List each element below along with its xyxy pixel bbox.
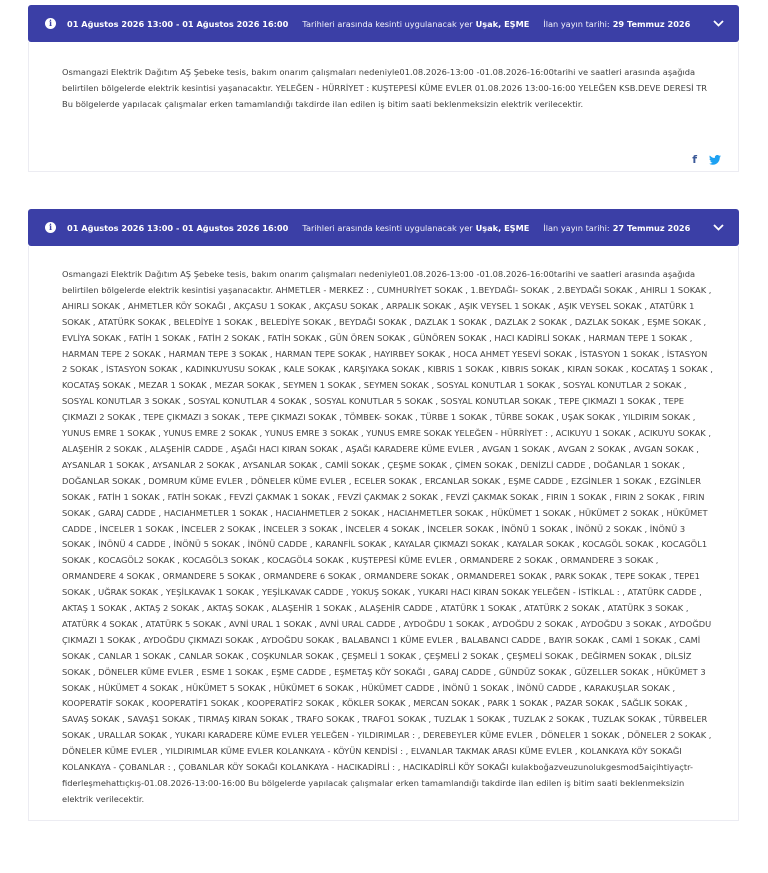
notice-body: Osmangazi Elektrik Dağıtım AŞ Şebeke tesis, bakım onarım çalışmaları nedeniyle01.08.2026-13:00 -01.08.2026-16:00tarihi ve saatleri arasında aşağıda belirtilen bölgelerde elektrik kesintisi yaşanacaktır. AHMETLER - MERKEZ : , CUMHURİYET SOKAK , 1.BEYDAĞI- SOKAK , 2.BEYDAĞI SOKAK , AHIRLI 1 SOKAK , AHIRLI SOKAK , AHMETLER KÖY SOKAĞI , AKÇASU 1 SOKAK , AKÇASU SOKAK , ARPALIK SOKAK , AŞIK VEYSEL 1 SOKAK , AŞIK VEYSEL SOKAK , ATATÜRK 1 SOKAK , ATATÜRK SOKAK , BELEDİYE 1 SOKAK , BELEDİYE SOKAK , BEYDAĞI SOKAK , DAZLAK 1 SOKAK , DAZLAK 2 SOKAK , DAZLAK SOKAK , EŞME SOKAK , EVLİYA SOKAK , FATİH 1 SOKAK , FATİH 2 SOKAK , FATİH SOKAK , GÜN ÖREN SOKAK , GÜNÖREN SOKAK , HACI KADİRLİ SOKAK , HARMAN TEPE 1 SOKAK , HARMAN TEPE 2 SOKAK , HARMAN TEPE 3 SOKAK , HARMAN TEPE SOKAK , HAYIRBEY SOKAK , HOCA AHMET YESEVİ SOKAK , İSTASYON 1 SOKAK , İSTASYON 2 SOKAK , İSTASYON SOKAK , KADINKUYUSU SOKAK , KALE SOKAK , KARŞIYAKA SOKAK , KIBRIS 1 SOKAK , KIBRIS SOKAK , KIRAN SOKAK , KOCATAŞ 1 SOKAK , KOCATAŞ SOKAK , MEZAR 1 SOKAK , MEZAR SOKAK , SEYMEN 1 SOKAK , SEYMEN SOKAK , SOSYAL KONUTLAR 1 SOKAK , SOSYAL KONUTLAR 2 SOKAK , SOSYAL KONUTLAR 3 SOKAK , SOSYAL KONUTLAR 4 SOKAK , SOSYAL KONUTLAR 5 SOKAK , SOSYAL KONUTLAR SOKAK , TEPE ÇIKMAZI 1 SOKAK , TEPE ÇIKMAZI 2 SOKAK , TEPE ÇIKMAZI 3 SOKAK , TEPE ÇIKMAZI SOKAK , TÖMBEK- SOKAK , TÜRBE 1 SOKAK , TÜRBE SOKAK , UŞAK SOKAK , YILDIRIM SOKAK , YUNUS EMRE 1 SOKAK , YUNUS EMRE 2 SOKAK , YUNUS EMRE 3 SOKAK , YUNUS EMRE SOKAK YELEĞEN - HÜRRİYET : , ACIKUYU 1 SOKAK , ACIKUYU SOKAK , ALAŞEHİR 2 SOKAK , ALAŞEHİR CADDE , AŞAĞI HACI KIRAN SOKAK , AŞAĞI KARADERE KÜME EVLER , AVGAN 1 SOKAK , AVGAN 2 SOKAK , AVGAN SOKAK , AYSANLAR 1 SOKAK , AYSANLAR 2 SOKAK , AYSANLAR SOKAK , CAMİİ SOKAK , ÇEŞME SOKAK , ÇİMEN SOKAK , DENİZLİ CADDE , DOĞANLAR 1 SOKAK , DOĞANLAR SOKAK , DOMRUM KÜME EVLER , DÖNELER KÜME EVLER , ECELER SOKAK , ERCANLAR SOKAK , EŞME CADDE , EZGİNLER 1 SOKAK , EZGİNLER SOKAK , FATİH 1 SOKAK , FATİH SOKAK , FEVZİ ÇAKMAK 1 SOKAK , FEVZİ ÇAKMAK 2 SOKAK , FEVZİ ÇAKMAK SOKAK , FIRIN 1 SOKAK , FIRIN 2 SOKAK , FIRIN SOKAK , GARAJ CADDE , HACIAHMETLER 1 SOKAK , HACIAHMETLER 2 SOKAK , HACIAHMETLER SOKAK , HÜKÜMET 1 SOKAK , HÜKÜMET 2 SOKAK , HÜKÜMET CADDE , İNCELER 1 SOKAK , İNCELER 2 SOKAK , İNCELER 3 SOKAK , İNCELER 4 SOKAK , İNCELER SOKAK , İNÖNÜ 1 SOKAK , İNÖNÜ 2 SOKAK , İNÖNÜ 3 SOKAK , İNÖNÜ 4 CADDE , İNÖNÜ 5 SOKAK , İNÖNÜ CADDE , KARANFİL SOKAK , KAYALAR ÇIKMAZI SOKAK , KAYALAR SOKAK , KOCAGÖL SOKAK , KOCAGÖL1 SOKAK , KOCAGÖL2 SOKAK , KOCAGÖL3 SOKAK , KOCAGÖL4 SOKAK , KUŞTEPESİ KÜME EVLER , ORMANDERE 2 SOKAK , ORMANDERE 3 SOKAK , ORMANDERE 4 SOKAK , ORMANDERE 5 SOKAK , ORMANDERE 6 SOKAK , ORMANDERE SOKAK , ORMANDERE1 SOKAK , PARK SOKAK , TEPE SOKAK , TEPE1 SOKAK , UĞRAK SOKAK , YEŞİLKAVAK 1 SOKAK , YEŞİLKAVAK CADDE , YOKUŞ SOKAK , YUKARI HACI KIRAN SOKAK YELEĞEN - İSTİKLAL : , ATATÜRK CADDE , AKTAŞ 1 SOKAK , AKTAŞ 2 SOKAK , AKTAŞ SOKAK , ALAŞEHİR 1 SOKAK , ALAŞEHİR CADDE , ATATÜRK 1 SOKAK , ATATÜRK 2 SOKAK , ATATÜRK 3 SOKAK , ATATÜRK 4 SOKAK , ATATÜRK 5 SOKAK , AVNİ URAL 1 SOKAK , AVNİ URAL CADDE , AYDOĞDU 1 SOKAK , AYDOĞDU 2 SOKAK , AYDOĞDU 3 SOKAK , AYDOĞDU ÇIKMAZI 1 SOKAK , AYDOĞDU ÇIKMAZI SOKAK , AYDOĞDU SOKAK , BALABANCI 1 KÜME EVLER , BALABANCI CADDE , BAYIR SOKAK , CAMİ 1 SOKAK , CAMİ SOKAK , CANLAR 1 SOKAK , CANLAR SOKAK , COŞKUNLAR SOKAK , ÇEŞMELİ 1 SOKAK , ÇEŞMELİ 2 SOKAK , ÇEŞMELİ SOKAK , DEĞİRMEN SOKAK , DİLSİZ SOKAK , DÖNELER KÜME EVLER , ESME 1 SOKAK , EŞME CADDE , EŞMETAŞ KÖY SOKAĞI , GARAJ CADDE , GÜNDÜZ SOKAK , GÜZELLER SOKAK , HÜKÜMET 3 SOKAK , HÜKÜMET 4 SOKAK , HÜKÜMET 5 SOKAK , HÜKÜMET 6 SOKAK , HÜKÜMET CADDE , İNÖNÜ 1 SOKAK , İNÖNÜ CADDE , KARAKUŞLAR SOKAK , KOOPERATİF SOKAK , KOOPERATİF1 SOKAK , KOOPERATİF2 SOKAK , KÖKLER SOKAK , MERCAN SOKAK , PARK 1 SOKAK , PAZAR SOKAK , SAĞLIK SOKAK , SAVAŞ SOKAK , SAVAŞ1 SOKAK , TIRMAŞ KIRAN SOKAK , TRAFO SOKAK , TRAFO1 SOKAK , TUZLAK 1 SOKAK , TUZLAK 2 SOKAK , TUZLAK SOKAK , TÜRBELER SOKAK , URALLAR SOKAK , YUKARI KARADERE KÜME EVLER YELEĞEN - YILDIRIMLAR : , DEREBEYLER KÜME EVLER , DÖNELER 1 SOKAK , DÖNELER 2 SOKAK , DÖNELER KÜME EVLER , YILDIRIMLAR KÜME EVLER KOLANKAYA - KÖYÜN KENDİSİ : , ELVANLAR TAKMAK ARASI KÜME EVLER , KOLANKAYA KÖY SOKAĞI KOLANKAYA - ÇOBANLAR : , ÇOBANLAR KÖY SOKAĞI KOLANKAYA - HACIKADİRLİ : , HACIKADİRLİ KÖY SOKAĞI kulakboğazveuzunolukgesmod5aiçihtiyaçtr-fiderleşmehattıçkış-01.08.2026-13:00-16:00 Bu bölgelerde yapılacak çalışmalar erken tamamlandığı takdirde ilan edilen iş bitim saati beklenmeksizin elektrik verilecektir. <box>28 246 739 821</box>
notice-dates: 01 Ağustos 2026 13:00 - 01 Ağustos 2026 16:00 <box>67 18 289 29</box>
publish-date: 29 Temmuz 2026 <box>612 18 691 29</box>
notice-location-prefix: Tarihleri arasında kesinti uygulanacak yer <box>302 18 473 29</box>
info-icon: i <box>45 18 56 29</box>
notice-location: Uşak, EŞME <box>475 18 530 29</box>
notice-header[interactable] <box>28 209 739 246</box>
notice-card <box>28 209 739 821</box>
twitter-icon[interactable] <box>709 150 721 169</box>
facebook-icon[interactable]: f <box>692 153 697 166</box>
share-links <box>692 150 721 169</box>
notice-body: Osmangazi Elektrik Dağıtım AŞ Şebeke tesis, bakım onarım çalışmaları nedeniyle01.08.2026-13:00 -01.08.2026-16:00tarihi ve saatleri arasında aşağıda belirtilen bölgelerde elektrik kesintisi yaşanacaktır. YELEĞEN - HÜRRİYET : KUŞTEPESİ KÜME EVLER 01.08.2026 13:00-16:00 YELEĞEN KSB.DEVE DERESİ TR Bu bölgelerde yapılacak çalışmalar erken tamamlandığı takdirde ilan edilen iş bitim saati beklenmeksizin elektrik verilecektir. <box>28 42 739 172</box>
chevron-down-icon[interactable] <box>711 221 725 235</box>
notice-location-prefix: Tarihleri arasında kesinti uygulanacak yer <box>302 222 473 233</box>
notice-dates: 01 Ağustos 2026 13:00 - 01 Ağustos 2026 16:00 <box>67 222 289 233</box>
notice-location: Uşak, EŞME <box>475 222 530 233</box>
notice-card <box>28 5 739 172</box>
info-icon: i <box>45 222 56 233</box>
chevron-down-icon[interactable] <box>711 17 725 31</box>
publish-label: İlan yayın tarihi: <box>543 18 610 29</box>
notice-header[interactable] <box>28 5 739 42</box>
publish-date: 27 Temmuz 2026 <box>612 222 691 233</box>
publish-label: İlan yayın tarihi: <box>543 222 610 233</box>
